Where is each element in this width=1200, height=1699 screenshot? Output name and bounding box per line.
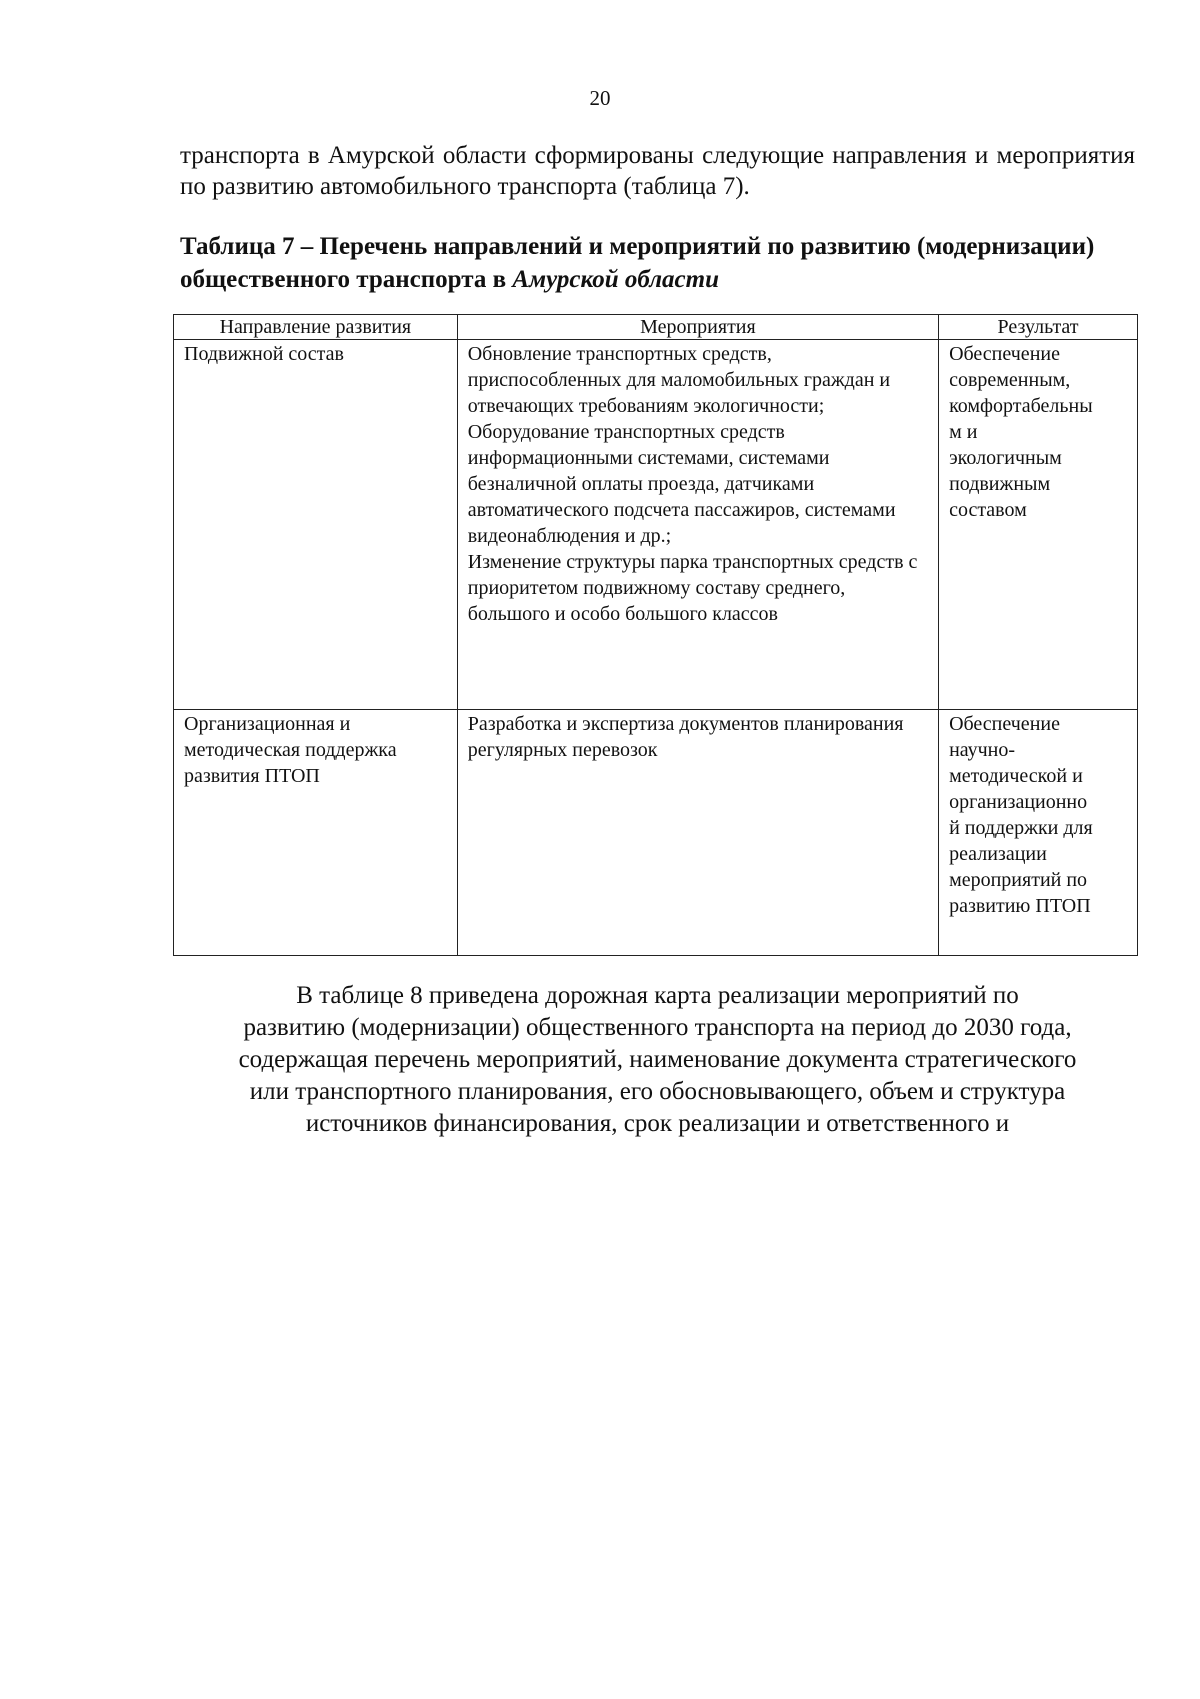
measures-table <box>173 314 1138 956</box>
header-measures: Мероприятия <box>457 315 938 340</box>
cell-measures: Обновление транспортных средств, приспособленных для маломобильных граждан и отвечающих требованиям экологичности; Оборудование транспортных средств информационными системами, системами безналичной оплаты проезда, датчиками автоматического подсчета пассажиров, системами видеонаблюдения и др.; Изменение структуры парка транспортных средств с приоритетом подвижному составу среднего, большого и особо большого классов <box>457 340 938 710</box>
table-header-row <box>174 315 1138 340</box>
cell-direction: Организационная и методическая поддержка развития ПТОП <box>174 710 458 956</box>
cell-direction: Подвижной состав <box>174 340 458 710</box>
closing-paragraph: В таблице 8 приведена дорожная карта реализации мероприятий по развитию (модернизации) общественного транспорта на период до 2030 года, содержащая перечень мероприятий, наименование документа стратегического или транспортного планирования, его обосновывающего, объем и структура источников финансирования, срок реализации и ответственного и <box>238 982 1077 1137</box>
cell-result: Обеспечение современным, комфортабельны м и экологичным подвижным составом <box>939 340 1138 710</box>
table-title-text: Таблица 7 – Перечень направлений и мероприятий по развитию (модернизации) общественного транспорта в <box>180 233 1095 293</box>
cell-result: Обеспечение научно-методической и организационно й поддержки для реализации мероприятий по развитию ПТОП <box>939 710 1138 956</box>
table-row <box>174 340 1138 710</box>
cell-measures: Разработка и экспертиза документов планирования регулярных перевозок <box>457 710 938 956</box>
header-result: Результат <box>939 315 1138 340</box>
table-row <box>174 710 1138 956</box>
intro-paragraph: транспорта в Амурской области сформированы следующие направления и мероприятия по развитию автомобильного транспорта (таблица 7). <box>180 142 1135 200</box>
table-title-region: Амурской области <box>512 266 719 293</box>
header-direction: Направление развития <box>174 315 458 340</box>
page-number: 20 <box>589 86 611 110</box>
table-title <box>180 230 1135 296</box>
